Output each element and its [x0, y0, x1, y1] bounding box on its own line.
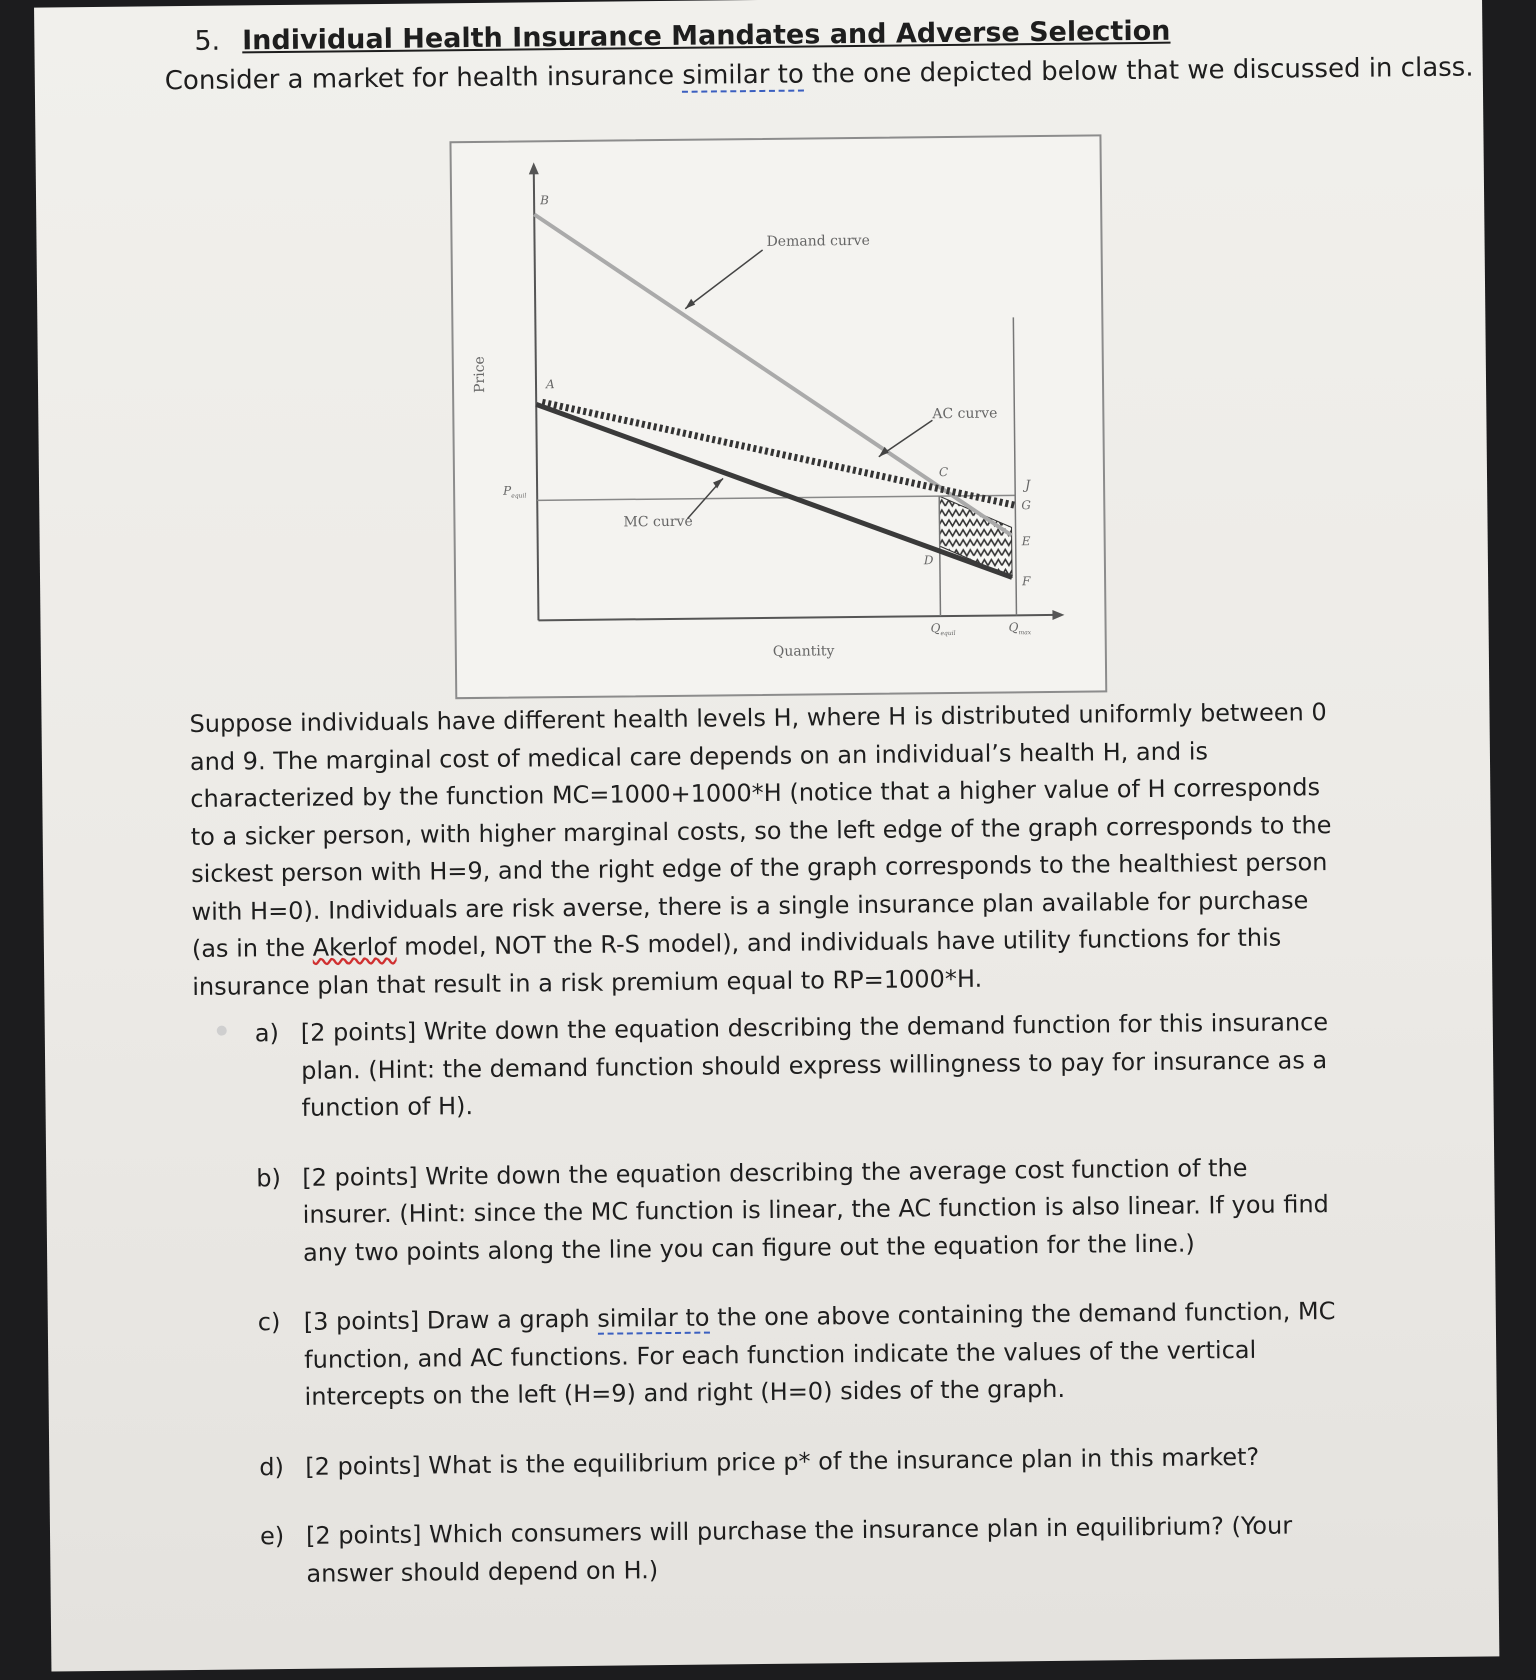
- q-max-symbol: Q: [1008, 620, 1019, 635]
- question-number: 5.: [194, 25, 221, 57]
- stray-dot: [217, 1026, 227, 1036]
- q-max-label: [1009, 620, 1032, 636]
- point-g-label: G: [1021, 498, 1031, 513]
- question-b-text: [2 points] Write down the equation describing the average cost function of the insurer. (Hint: since the MC function is linear, the AC function is also linear. If you find any two points along the line you can figure out the equation for the line.): [302, 1153, 1329, 1267]
- question-a-text: [2 points] Write down the equation describing the demand function for this insurance plan. (Hint: the demand function should express willingness to pay for insurance as a function of H).: [300, 1008, 1329, 1122]
- x-axis-arrow: [1052, 610, 1064, 620]
- x-axis: [538, 615, 1056, 620]
- q-max-line: [1013, 317, 1016, 615]
- ac-curve-label: AC curve: [932, 405, 998, 423]
- demand-curve-label: Demand curve: [766, 232, 870, 250]
- demand-arrowhead: [685, 299, 695, 309]
- question-d: [259, 1437, 1339, 1486]
- question-c-after: the one above containing the demand function, MC function, and AC functions. For each function indicate the values of the vertical intercepts on the left (H=9) and right (H=0) sides of the graph.: [304, 1297, 1336, 1411]
- question-heading: [194, 16, 1170, 57]
- y-axis: [534, 170, 539, 620]
- question-e-label: e): [259, 1522, 285, 1551]
- demand-label-arrow: [685, 250, 764, 309]
- y-axis-label: Price: [471, 356, 489, 394]
- point-d-label: D: [923, 553, 934, 568]
- worksheet-page: [34, 0, 1499, 1671]
- question-a-label: a): [254, 1019, 280, 1048]
- point-a-label: A: [545, 377, 555, 392]
- sub-questions: [255, 1004, 1341, 1625]
- mc-curve-label: MC curve: [623, 513, 693, 531]
- point-c-label: C: [938, 465, 949, 480]
- question-d-label: d): [259, 1452, 285, 1481]
- p-equil-symbol: P: [503, 483, 512, 498]
- question-title: Individual Health Insurance Mandates and Adverse Selection: [242, 15, 1171, 57]
- question-d-text: [2 points] What is the equilibrium price p* of the insurance plan in this market?: [305, 1442, 1260, 1481]
- question-b: [256, 1149, 1337, 1273]
- question-e: [260, 1507, 1341, 1593]
- question-c-label: c): [257, 1308, 281, 1337]
- x-axis-label: Quantity: [772, 643, 835, 660]
- intro-paragraph: [165, 53, 1474, 97]
- y-axis-arrow: [529, 162, 539, 174]
- point-e-label: E: [1021, 534, 1031, 549]
- point-b-label: B: [540, 193, 549, 208]
- description-part-2: model, NOT the R-S model), and individuals have utility functions for this insurance plan that result in a risk premium equal to RP=1000*H.: [192, 923, 1282, 1001]
- point-j-label: J: [1025, 478, 1031, 494]
- question-c-before: [3 points] Draw a graph: [303, 1304, 598, 1336]
- question-c: [258, 1293, 1339, 1417]
- akerlof-word: Akerlof: [312, 932, 397, 962]
- question-b-label: b): [256, 1163, 282, 1192]
- point-f-label: F: [1022, 574, 1031, 589]
- question-e-text: [2 points] Which consumers will purchase the insurance plan in equilibrium? (Your answer should depend on H.): [305, 1511, 1293, 1588]
- intro-text-before: Consider a market for health insurance: [164, 60, 683, 97]
- q-equil-symbol: Q: [930, 621, 941, 636]
- question-c-highlight: similar to: [597, 1303, 710, 1333]
- problem-description: [189, 694, 1342, 1006]
- intro-highlight: similar to: [682, 59, 804, 91]
- adverse-selection-figure: [449, 134, 1107, 699]
- q-max-subscript: max: [1018, 629, 1032, 637]
- q-equil-subscript: equil: [940, 629, 956, 638]
- q-equil-label: [931, 621, 956, 637]
- p-equil-subscript: equil: [511, 492, 527, 500]
- figure-graph: [451, 136, 1105, 697]
- intro-text-after: the one depicted below that we discussed in class.: [803, 52, 1474, 90]
- description-part-1: Suppose individuals have different health levels H, where H is distributed uniformly between 0 and 9. The marginal cost of medical care depends on an individual’s health H, and is characterized by the function MC=1000+1000*H (notice that a higher value of H corresponds to a sicker person, with higher marginal costs, so the left edge of the graph corresponds to the sickest person with H=9, and the right edge of the graph corresponds to the healthiest person with H=0). Individuals are risk averse, there is a single insurance plan available for purchase (as in the: [189, 698, 1332, 963]
- p-equil-label: [502, 483, 526, 499]
- question-a: [255, 1004, 1336, 1128]
- question-c-text: [304, 1293, 1339, 1416]
